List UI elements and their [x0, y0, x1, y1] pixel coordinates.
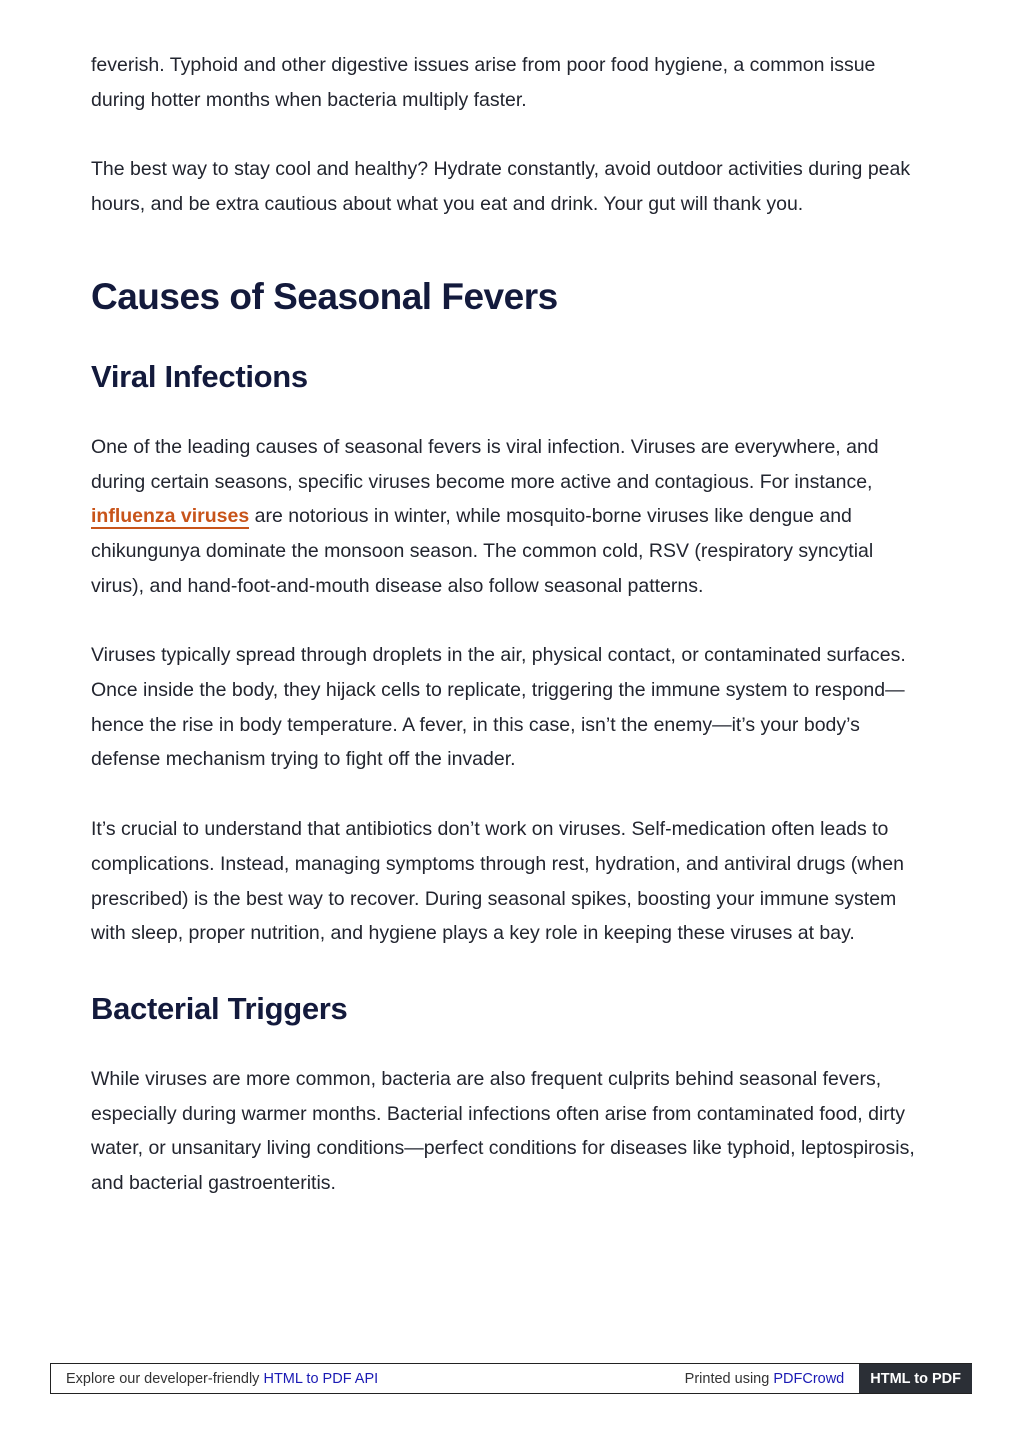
footer-printed [685, 1371, 860, 1387]
pdfcrowd-link[interactable]: PDFCrowd [773, 1370, 845, 1387]
intro-paragraph-2: The best way to stay cool and healthy? Hydrate constantly, avoid outdoor activities during peak hours, and be extra cautious about what you eat and drink. Your gut will thank you. [91, 158, 911, 216]
subheading-bacterial-triggers: Bacterial Triggers [91, 990, 348, 1026]
article-content [91, 48, 931, 1201]
section-heading-causes: Causes of Seasonal Fevers [91, 275, 558, 317]
footer-explore [51, 1371, 685, 1387]
html-to-pdf-api-link[interactable]: HTML to PDF API [263, 1370, 379, 1387]
viral-p1-text-before: One of the leading causes of seasonal fevers is viral infection. Viruses are everywhere, and during certain seasons, specific viruses become more active and contagious. For instance, [91, 435, 879, 493]
pdfcrowd-footer-bar [50, 1363, 972, 1394]
influenza-viruses-link[interactable]: influenza viruses [91, 505, 250, 528]
subheading-viral-infections: Viral Infections [91, 358, 308, 394]
footer-printed-text: Printed using [684, 1370, 774, 1387]
intro-paragraph-1: feverish. Typhoid and other digestive issues arise from poor food hygiene, a common issue during hotter months when bacteria multiply faster. [91, 54, 876, 111]
footer-explore-text: Explore our developer-friendly [66, 1370, 264, 1387]
html-to-pdf-button[interactable]: HTML to PDF [859, 1364, 972, 1393]
viral-p1-text-after: are notorious in winter, while mosquito-borne viruses like dengue and chikungunya dominate the monsoon season. The common cold, RSV (respiratory syncytial virus), and hand-foot-and-mouth disease also follow seasonal patterns. [91, 505, 874, 597]
viral-paragraph-2: Viruses typically spread through droplets in the air, physical contact, or contaminated surfaces. Once inside the body, they hijack cells to replicate, triggering the immune system to respond—hence the rise in body temperature. A fever, in this case, isn’t the enemy—it’s your body’s defense mechanism trying to fight off the invader. [91, 644, 906, 771]
bacterial-paragraph-1: While viruses are more common, bacteria are also frequent culprits behind seasonal fevers, especially during warmer months. Bacterial infections often arise from contaminated food, dirty water, or unsanitary living conditions—perfect conditions for diseases like typhoid, leptospirosis, and bacterial gastroenteritis. [91, 1067, 915, 1195]
viral-paragraph-1 [91, 430, 931, 604]
viral-paragraph-3: It’s crucial to understand that antibiotics don’t work on viruses. Self-medication often leads to complications. Instead, managing symptoms through rest, hydration, and antiviral drugs (when prescribed) is the best way to recover. During seasonal spikes, boosting your immune system with sleep, proper nutrition, and hygiene plays a key role in keeping these viruses at bay. [91, 818, 904, 945]
